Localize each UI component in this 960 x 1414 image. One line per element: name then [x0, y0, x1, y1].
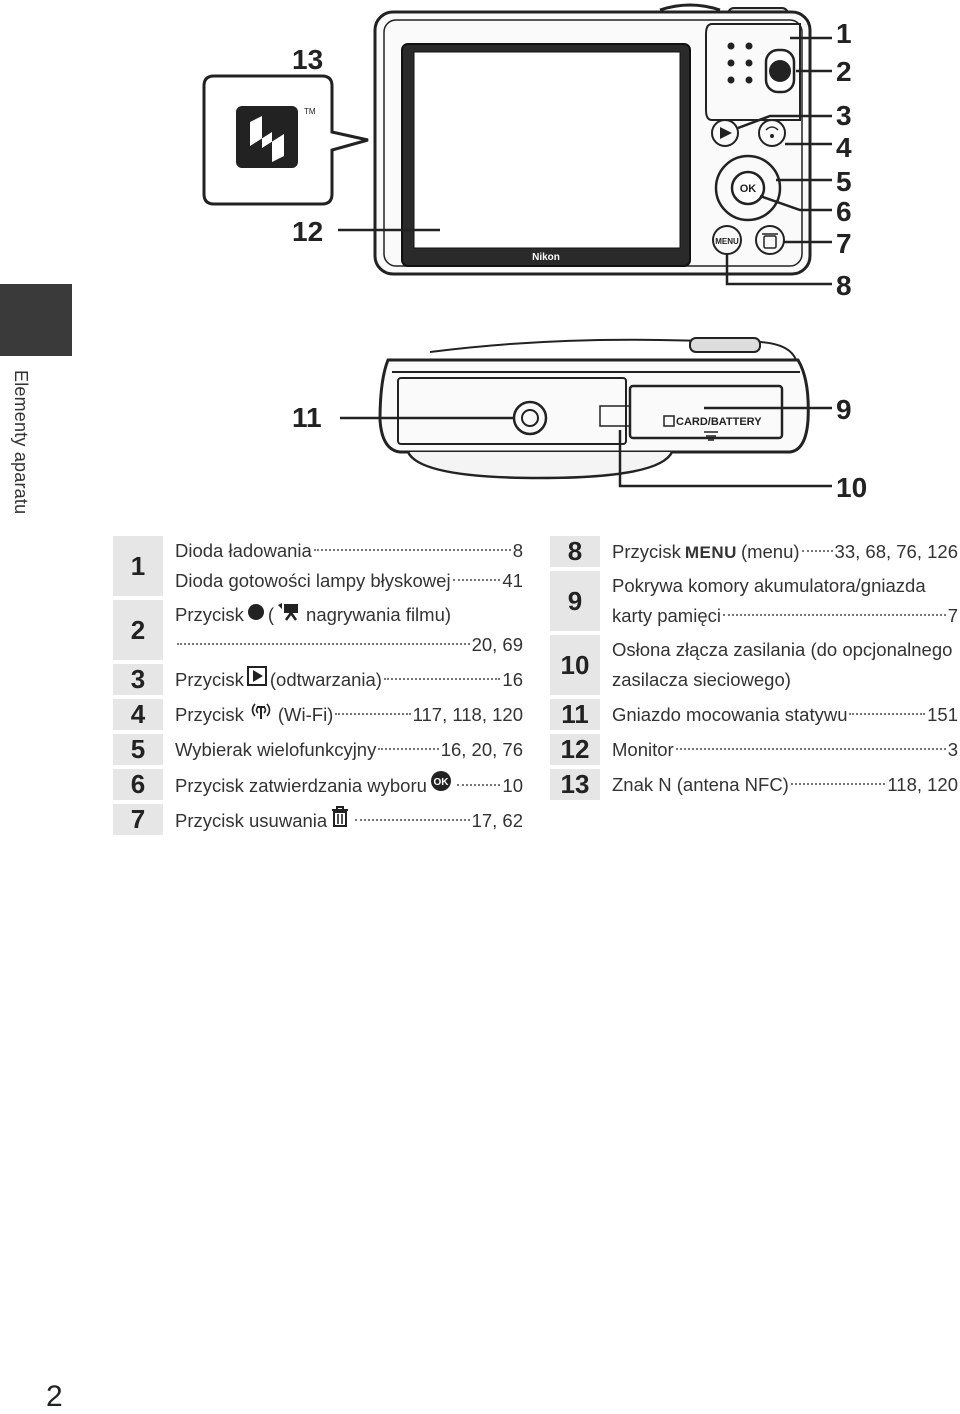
- record-button-icon: [247, 603, 265, 621]
- playback-icon: [247, 666, 267, 686]
- menu-word: MENU: [684, 542, 737, 562]
- callout-13: 13: [292, 44, 324, 75]
- item-number: 9: [550, 571, 600, 631]
- ok-icon: [430, 770, 452, 792]
- ok-button-label: OK: [739, 183, 757, 195]
- callout-11: 11: [292, 402, 322, 433]
- list-item: 2 Przycisk ( nagrywania filmu) 20, 69: [113, 600, 523, 660]
- item-number: 11: [550, 699, 600, 730]
- callout-8: 8: [836, 270, 852, 301]
- item-number: 13: [550, 769, 600, 800]
- callout-6: 6: [836, 196, 852, 227]
- list-item: 8 Przycisk MENU (menu) 33, 68, 76, 126: [550, 536, 958, 567]
- item-number: 1: [113, 536, 163, 596]
- item-number: 3: [113, 664, 163, 695]
- menu-button-label: MENU: [715, 237, 739, 246]
- list-item: 1 Dioda ładowania 8 Dioda gotowości lampy błyskowej 41: [113, 536, 523, 596]
- list-item: 11 Gniazdo mocowania statywu 151: [550, 699, 958, 730]
- camera-diagram: [0, 0, 960, 520]
- item-number: 10: [550, 635, 600, 695]
- callout-2: 2: [836, 56, 852, 87]
- list-item: 12 Monitor 3: [550, 734, 958, 765]
- parts-list-right: [550, 536, 958, 804]
- card-battery-label: CARD/BATTERY: [676, 416, 762, 428]
- camera-back: [375, 5, 810, 274]
- item-number: 8: [550, 536, 600, 567]
- callout-3: 3: [836, 100, 852, 131]
- list-item: 7 Przycisk usuwania 17, 62: [113, 804, 523, 835]
- list-item: 9 Pokrywa komory akumulatora/gniazda karty pamięci 7: [550, 571, 958, 631]
- camera-drawing: [0, 0, 960, 520]
- list-item: 3 Przycisk (odtwarzania) 16: [113, 664, 523, 695]
- list-item: 5 Wybierak wielofunkcyjny 16, 20, 76: [113, 734, 523, 765]
- section-title: Elementy aparatu: [11, 370, 31, 515]
- item-number: 12: [550, 734, 600, 765]
- item-number: 7: [113, 804, 163, 835]
- parts-list-left: [113, 536, 523, 839]
- list-item: 10 Osłona złącza zasilania (do opcjonalnego zasilacza sieciowego): [550, 635, 958, 695]
- wifi-icon: [247, 701, 275, 721]
- item-number: 2: [113, 600, 163, 660]
- svg-text:OK: OK: [433, 776, 449, 788]
- list-item: 6 Przycisk zatwierdzania wyboru OK 10: [113, 769, 523, 800]
- callout-12: 12: [292, 216, 324, 247]
- item-number: 5: [113, 734, 163, 765]
- list-item: 13 Znak N (antena NFC) 118, 120: [550, 769, 958, 800]
- callout-4: 4: [836, 132, 852, 163]
- callout-9: 9: [836, 394, 852, 425]
- trash-icon: [330, 805, 350, 827]
- callout-5: 5: [836, 166, 852, 197]
- callout-1: 1: [836, 18, 852, 49]
- callout-7: 7: [836, 228, 852, 259]
- item-number: 4: [113, 699, 163, 730]
- svg-text:TM: TM: [304, 107, 316, 116]
- callout-10: 10: [836, 472, 868, 503]
- item-number: 6: [113, 769, 163, 800]
- brand-logo: Nikon: [532, 252, 560, 263]
- page-number: 2: [46, 1380, 63, 1413]
- movie-camera-icon: [277, 601, 303, 621]
- list-item: 4 Przycisk (Wi-Fi) 117, 118, 120: [113, 699, 523, 730]
